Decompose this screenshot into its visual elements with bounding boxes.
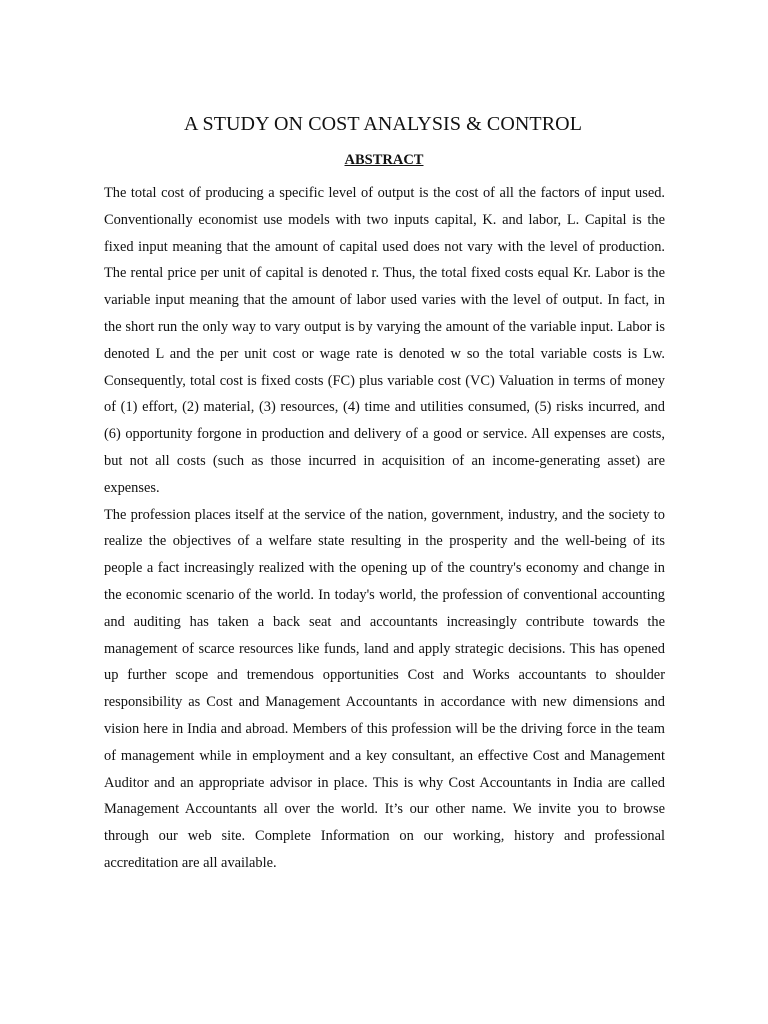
abstract-body bbox=[104, 180, 665, 877]
abstract-paragraph-1: The total cost of producing a specific level of output is the cost of all the factors of input used. Conventionally economist use models with two inputs capital, K. and labor, L. Capital is the fixed input meaning that the amount of capital used does not vary with the level of production. The rental price per unit of capital is denoted r. Thus, the total fixed costs equal Kr. Labor is the variable input meaning that the amount of labor used varies with the level of output. In fact, in the short run the only way to vary output is by varying the amount of the variable input. Labor is denoted L and the per unit cost or wage rate is denoted w so the total variable costs is Lw. Consequently, total cost is fixed costs (FC) plus variable cost (VC) Valuation in terms of money of (1) effort, (2) material, (3) resources, (4) time and utilities consumed, (5) risks incurred, and (6) opportunity forgone in production and delivery of a good or service. All expenses are costs, but not all costs (such as those incurred in acquisition of an income-generating asset) are expenses. bbox=[104, 185, 665, 496]
document-title: A STUDY ON COST ANALYSIS & CONTROL bbox=[183, 113, 583, 135]
abstract-heading: ABSTRACT bbox=[344, 152, 424, 168]
abstract-paragraph-2: The profession places itself at the service of the nation, government, industry, and the society to realize the objectives of a welfare state resulting in the prosperity and the well-being of its people a fact increasingly realized with the opening up of the country's economy and change in the economic scenario of the world. In today's world, the profession of conventional accounting and auditing has taken a back seat and accountants increasingly contribute towards the management of scarce resources like funds, land and apply strategic decisions. This has opened up further scope and tremendous opportunities Cost and Works accountants to shoulder responsibility as Cost and Management Accountants in accordance with new dimensions and vision here in India and abroad. Members of this profession will be the driving force in the team of management while in employment and a key consultant, an effective Cost and Management Auditor and an appropriate advisor in place. This is why Cost Accountants in India are called Management Accountants all over the world. It’s our other name. We invite you to browse through our web site. Complete Information on our working, history and professional accreditation are all available. bbox=[104, 506, 665, 871]
